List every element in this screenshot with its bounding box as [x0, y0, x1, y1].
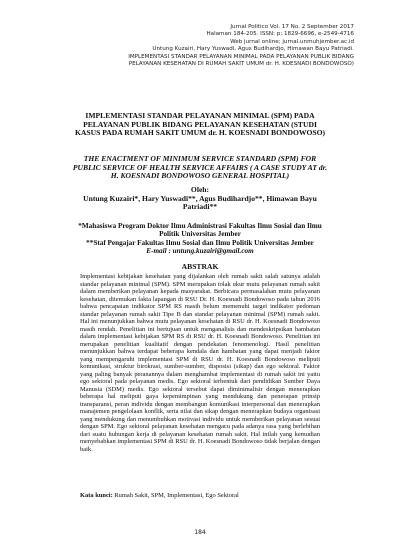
journal-header-line: Untung Kuzairi, Hary Yuswadi, Agus Budihardjo, Himawan Bayu Patriadi.: [152, 46, 354, 53]
affiliation-1: *Mahasiswa Program Doktor Ilmu Administrasi Fakultas Ilmu Sosial dan Ilmu Politik Universitas Jember: [78, 222, 322, 239]
author-names: Untung Kuzairi*, Hary Yuswadi**, Agus Budihardjo**, Himawan Bayu Patriadi**: [83, 193, 317, 212]
journal-header: [128, 24, 354, 68]
keywords-label: Kata kunci:: [80, 492, 113, 499]
author-block: [72, 186, 328, 212]
journal-header-line: Halaman 184-205. ISSN: p; 1829-6696, e-2549-4716: [206, 31, 354, 38]
keywords-text: Rumah Sakit, SPM, Implementasi, Ego Sektoral: [114, 492, 239, 499]
author-email: E-mail : untung.kuzairi@gmail.com: [146, 247, 254, 256]
abstract-heading: ABSTRAK: [181, 262, 219, 271]
affiliation-2: **Staf Pengajar Fakultas Ilmu Sosial dan Ilmu Politik Universitas Jember: [86, 238, 314, 247]
paper-title-indonesian: IMPLEMENTASI STANDAR PELAYANAN MINIMAL (SPM) PADA PELAYANAN PUBLIK BIDANG PELAYANAN KESEHATAN (STUDI KASUS PADA RUMAH SAKIT UMUM dr. H. KOESNADI BONDOWOSO): [74, 111, 326, 138]
authors-label: Oleh:: [190, 185, 210, 194]
abstract-text: Implementasi kebijakan kesehatan yang dijalankan oleh rumah sakit salah satunya adalah standar pelayanan minimal (SPM). SPM merupakan tolak ukur mutu pelayanan rumah sakit dalam memberikan pelayanan kepada masyarakat. Berbicara permasalahan mutu pelayanan kesehatan, ditemukan fakta lapangan di RSU Dr. H. Koesnadi Bondowoso pada tahun 2016 bahwa pencapaian indikator SPM RS masih belum memenuhi target indikator pedoman standar pelayanan rumah sakit Tipe B dan standar pelayanan minimal (SPM) rumah sakit. Hal ini menunjukkan bahwa mutu pelayanan kesehatan di RSU dr. H. Koesnadi Bondowoso masih rendah. Penelitian ini bertujuan untuk menganalisis dan mendeskripsikan hambatan dalam implementasi kebijakan SPM RS di RSU dr. H. Koesnadi Bondowoso. Penelitian ini merupakan penelitian kualitatif dengan pendekatan fenomenologi. Hasil penelitian menunjukkan bahwa terdapat beberapa kendala dan hambatan yang dapat menjadi faktor yang mempengaruhi implementasi SPM di RSU dr. H. Koesnadi Bondowoso meliputi komunikasi, struktur birokrasi, sumber-sumber, disposisi (sikap) dan ego sektoral. Faktor yang paling banyak peranannya dalam menghambat implementasi di rumah sakit ini yaitu ego sektoral pada pelayanan medis. Ego sektoral terbentuk dari pendidikan Sumber Daya Manusia (SDM) medis. Ego sektoral tersebut dapat diminimalisir dengan menerapkan beberapa hal meliputi gaya kepemimpinan yang mendukung dan penerapan prinsip transparansi, peran individu dengan membangun komunikasi interpersonal dan menerapkan manajemen pengelolaan konflik, serta nilai dan sikap dengan menerapkan budaya organisasi yang mendukung dan menumbuhkan motivasi individu untuk memberikan pelayanan sesuai dengan SPM. Ego sektoral pelayanan kesehatan mengacu pada adanya rasa yang berlebihan dari suatu hubungan kerja di pelayanan kesehatan rumah sakit. Hal inilah yang kemudian menyebabkan implementasi SPM di RSU dr. H. Koesnadi Bondowoso tidak berjalan dengan baik.: [80, 273, 320, 453]
journal-header-line: Web jurnal online; jurnal.unmuhjember.ac.id: [230, 38, 354, 45]
paper-title-english: THE ENACTMENT OF MINIMUM SERVICE STANDARD (SPM) FOR PUBLIC SERVICE OF HEALTH SERVICE AFFAIRS ( A CASE STUDY AT dr. H. KOESNADI BONDOWOSO GENERAL HOSPITAL): [72, 154, 328, 181]
journal-header-line: IMPLEMENTASI STANDAR PELAYANAN MINIMAL PADA PELAYANAN PUBLIK BIDANG: [128, 53, 354, 60]
affiliation-block: [72, 222, 328, 256]
journal-header-line: PELAYANAN KESEHATAN DI RUMAH SAKIT UMUM dr. H. KOESNADI BONDOWOSO): [128, 61, 354, 68]
journal-header-line: Jurnal Politico Vol. 17 No. 2 September 2017: [230, 24, 354, 30]
keywords-line: [80, 492, 320, 500]
page-number: 184: [194, 529, 206, 536]
